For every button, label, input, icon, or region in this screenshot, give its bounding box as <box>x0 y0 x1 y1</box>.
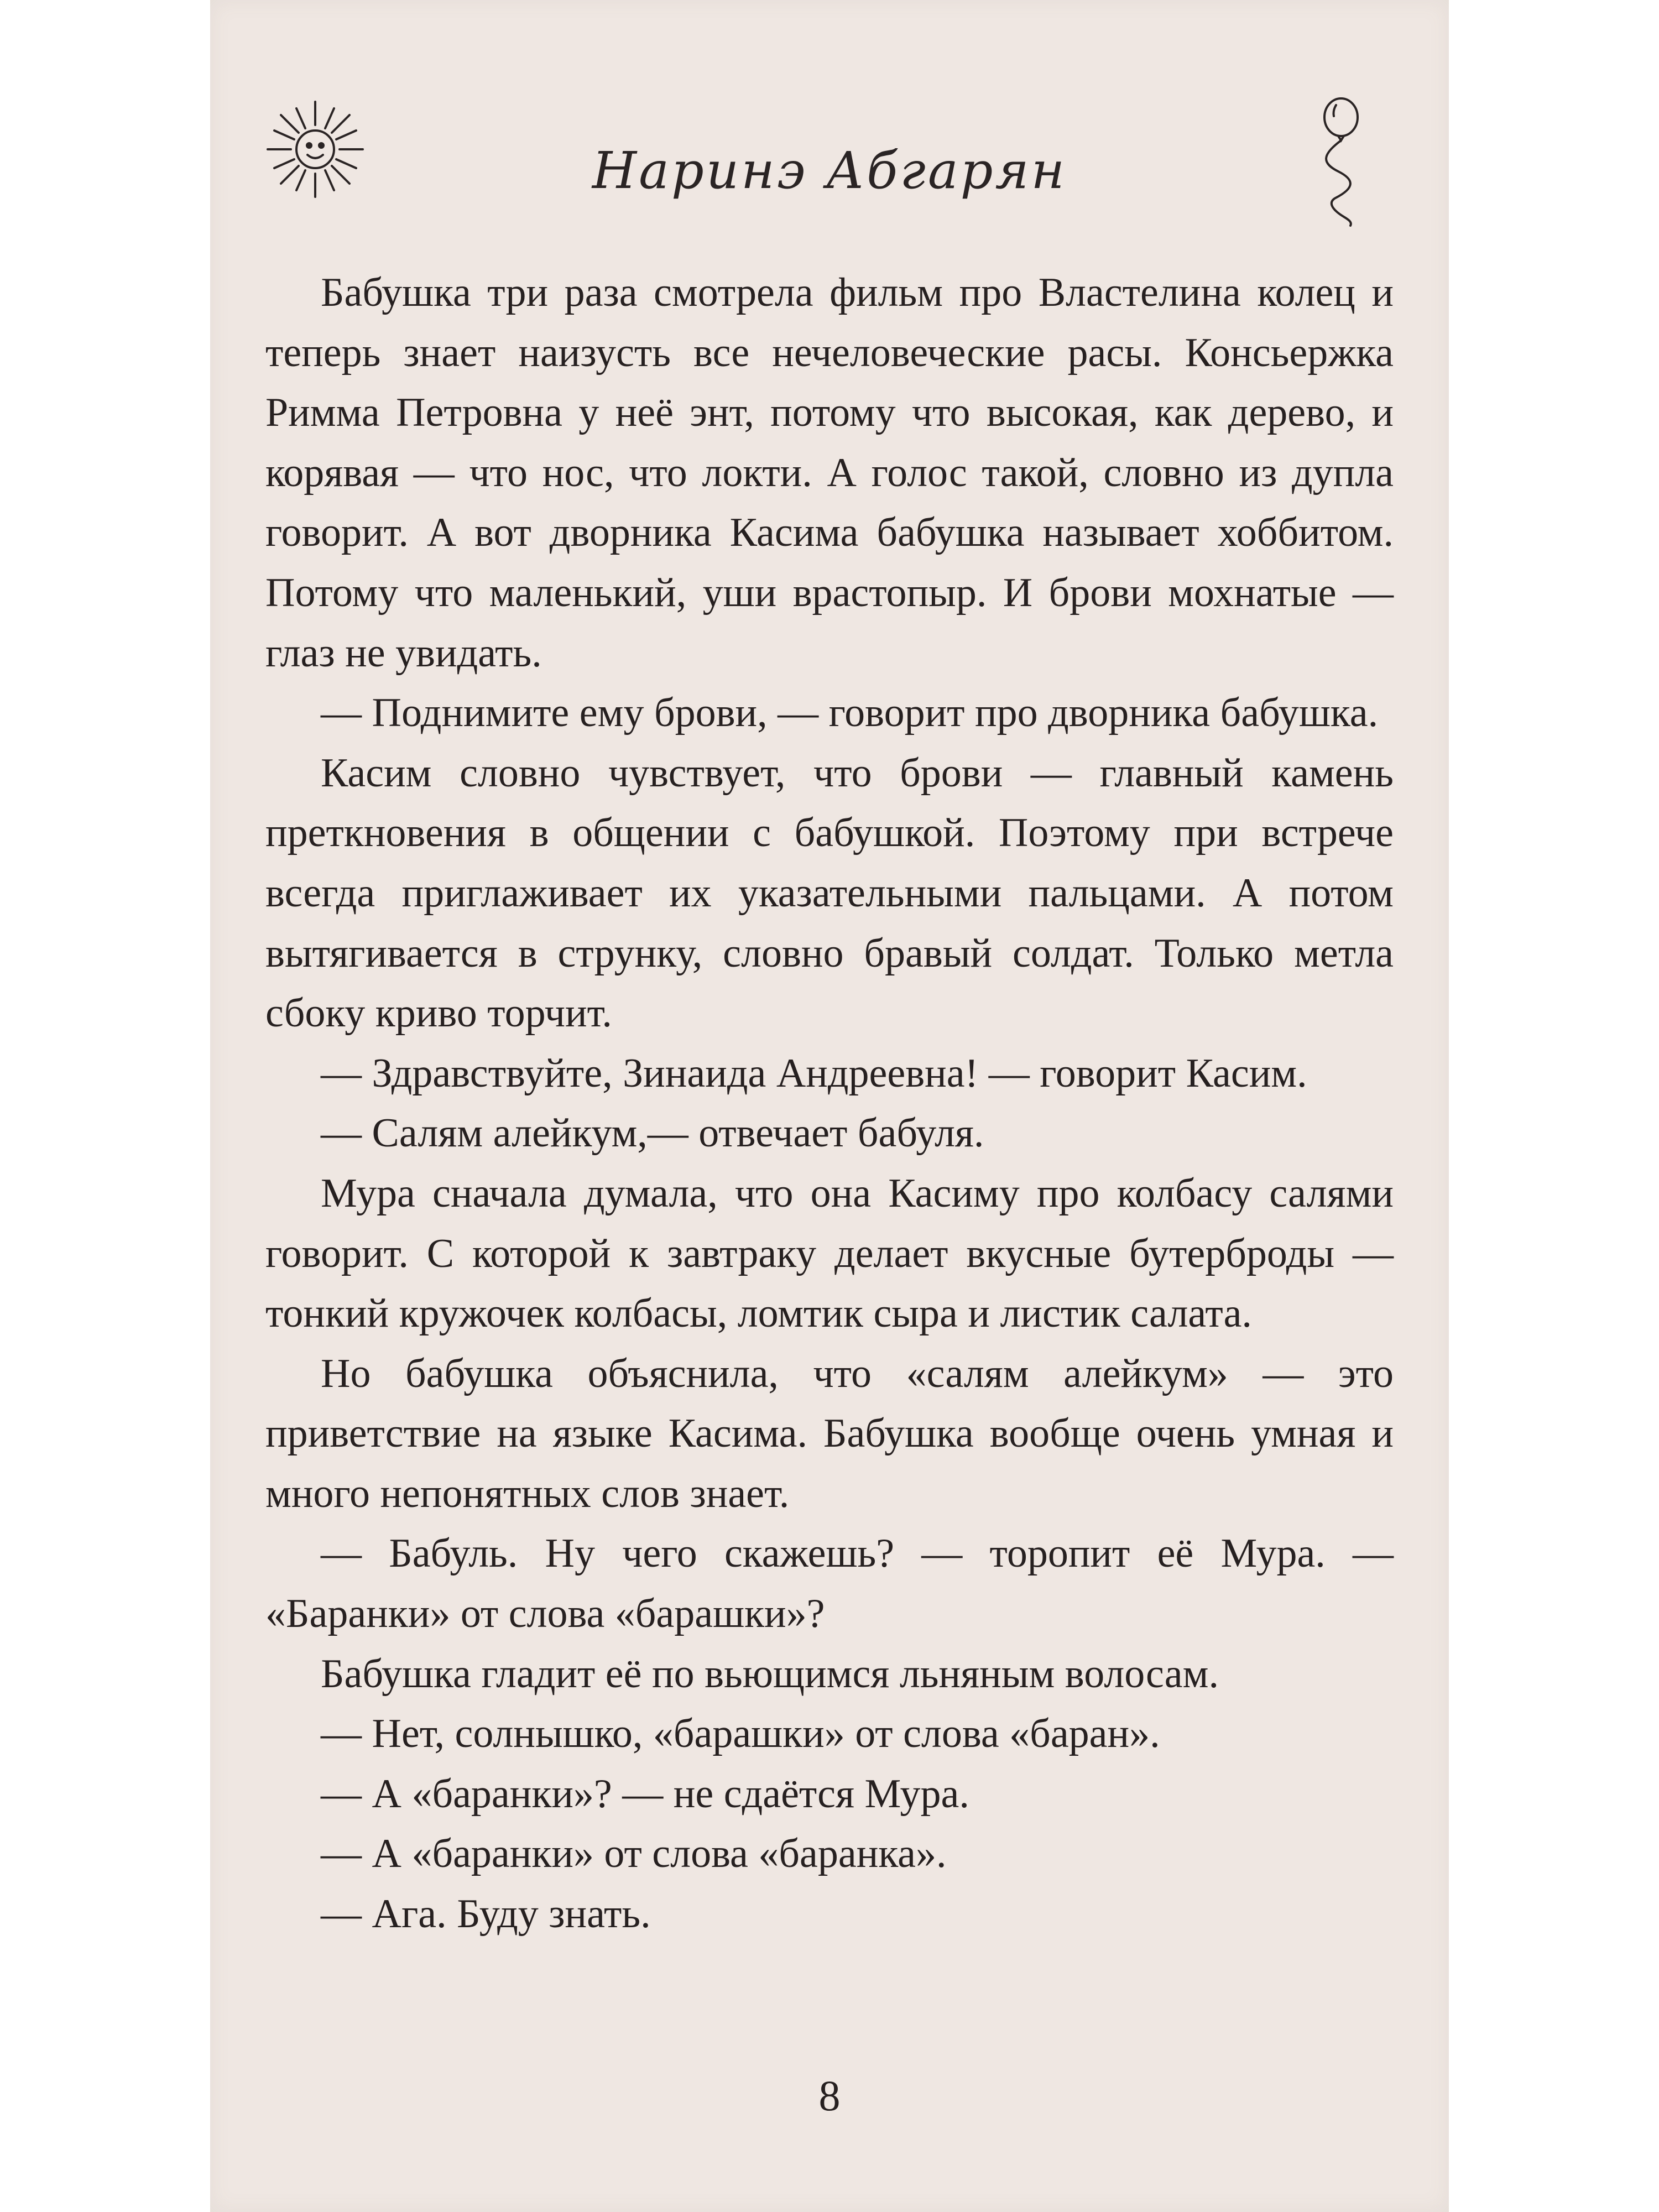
paragraph: Мура сначала думала, что она Касиму про колбасу салями говорит. С которой к завтраку делает вкусные бутерброды — тонкий кружочек колбасы, ломтик сыра и листик салата. <box>265 1170 1394 1337</box>
page-number: 8 <box>818 2072 841 2120</box>
paragraph: — Ага. Буду знать. <box>321 1891 651 1937</box>
paragraph: — А «баранки»? — не сдаётся Мура. <box>321 1771 969 1817</box>
paragraph: Бабушка гладит её по вьющимся льняным волосам. <box>321 1651 1219 1697</box>
paragraph: — Поднимите ему брови, — говорит про дворника бабушка. <box>321 690 1379 736</box>
paragraph: — Нет, солнышко, «барашки» от слова «баран». <box>321 1711 1160 1757</box>
author-name: Наринэ Абгарян <box>592 141 1067 200</box>
paragraph: Касим словно чувствует, что брови — главный камень преткновения в общении с бабушкой. Поэтому при встрече всегда приглаживает их указательными пальцами. А потом вытягивается в струнку, словно бравый солдат. Только метла сбоку криво торчит. <box>265 750 1394 1036</box>
body-text <box>265 263 1394 1944</box>
paragraph: Бабушка три раза смотрела фильм про Властелина колец и теперь знает наизусть все нечеловеческие расы. Консьержка Римма Петровна у неё энт, потому что высокая, как дерево, и корявая — что нос, что локти. А голос такой, словно из дупла говорит. А вот дворника Касима бабушка называет хоббитом. Потому что маленький, уши врастопыр. И брови мохнатые — глаз не увидать. <box>265 270 1394 676</box>
balloon-icon <box>1311 94 1371 227</box>
page-header <box>210 83 1449 249</box>
paragraph: — Салям алейкум,— отвечает бабуля. <box>321 1110 984 1156</box>
book-page <box>210 0 1449 2212</box>
paragraph: — Здравствуйте, Зинаида Андреевна! — говорит Касим. <box>321 1050 1307 1096</box>
paragraph: — А «баранки» от слова «баранка». <box>321 1831 947 1877</box>
paragraph: Но бабушка объяснила, что «салям алейкум» — это приветствие на языке Касима. Бабушка вообще очень умная и много непонятных слов знает. <box>265 1350 1394 1516</box>
paragraph: — Бабуль. Ну чего скажешь? — торопит её Мура. — «Баранки» от слова «барашки»? <box>265 1531 1394 1637</box>
